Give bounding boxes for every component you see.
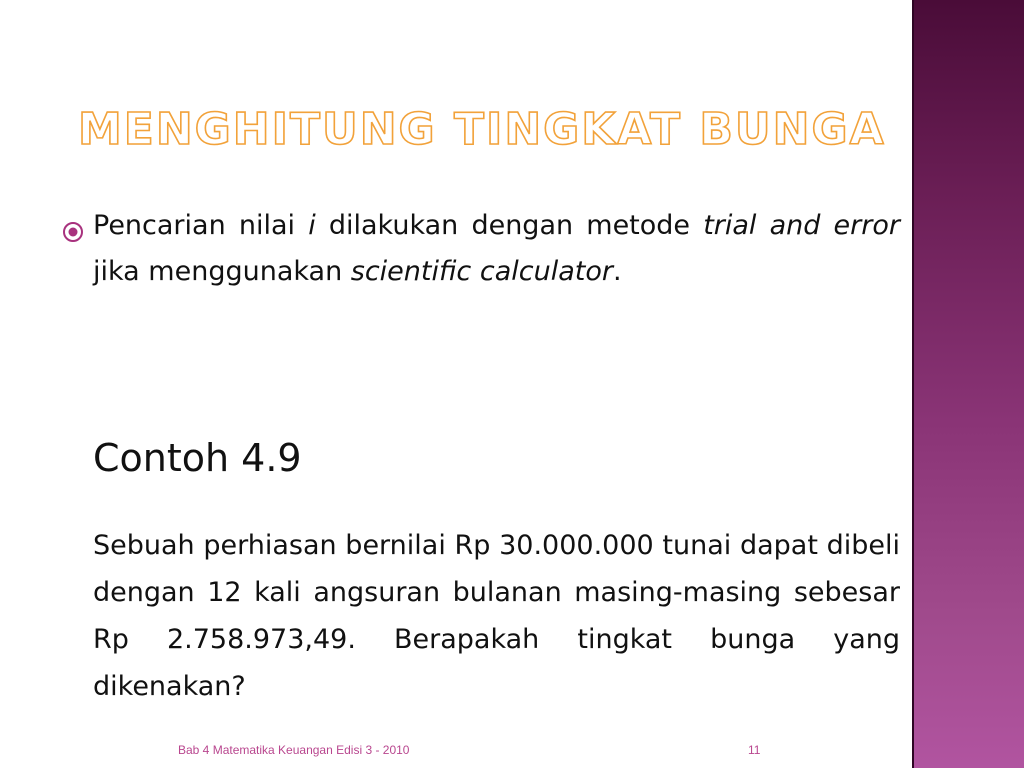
bullet-segment: . [612,256,622,287]
bullet-segment-italic: scientific calculator [350,256,613,287]
page-number: 11 [748,743,761,757]
bullet-segment-italic: trial and error [703,210,900,241]
example-body: Sebuah perhiasan bernilai Rp 30.000.000 tunai dapat dibeli dengan 12 kali angsuran bulanan masing-masing sebesar Rp 2.758.973,49. Berapakah tingkat bunga yang dikenakan? [93,530,900,702]
footer-text: Bab 4 Matematika Keuangan Edisi 3 - 2010 [178,743,410,757]
slide-title: MENGHITUNG TINGKAT BUNGA [78,104,886,155]
bullet-segment: Pencarian nilai [93,210,309,241]
bullet-text [93,203,900,295]
circled-dot-bullet-icon [62,221,84,243]
bullet-segment: dilakukan dengan metode [315,210,704,241]
decorative-side-band [912,0,1024,768]
example-heading: Contoh 4.9 [93,436,302,480]
bullet-segment-italic: i [308,210,316,241]
bullet-segment: jika menggunakan [93,256,351,287]
